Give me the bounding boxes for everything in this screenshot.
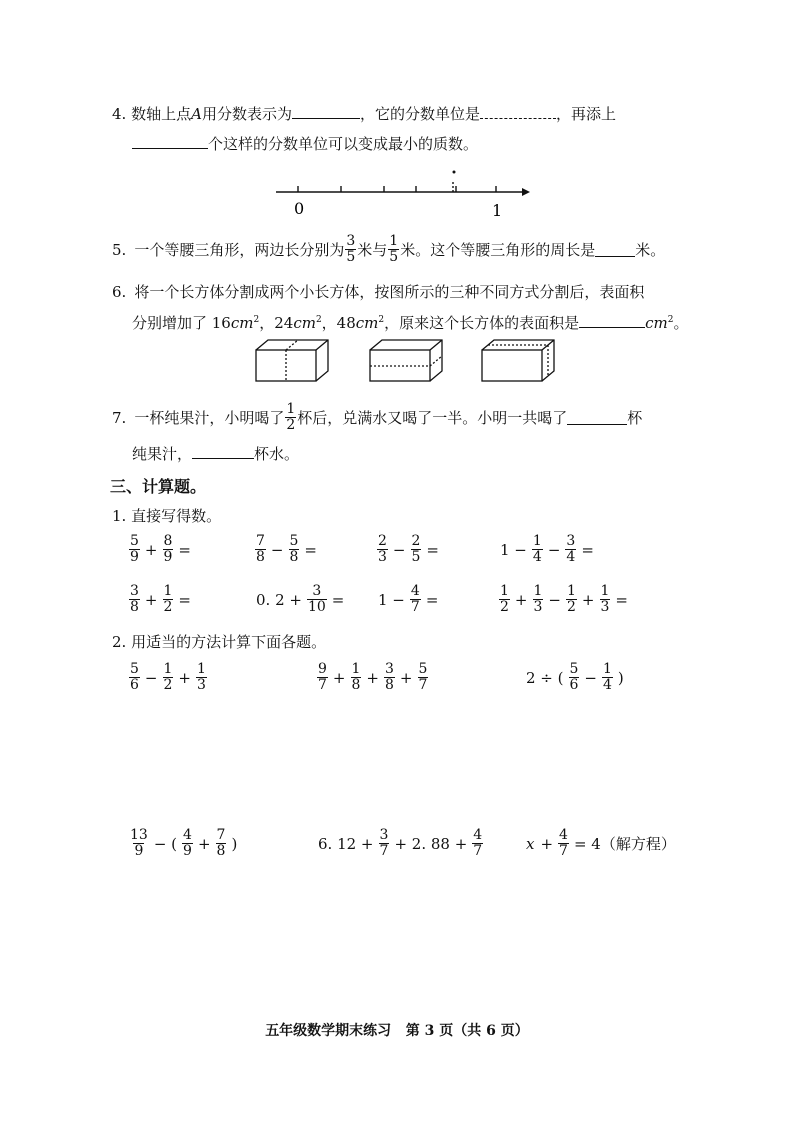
q4-text-line2: 个这样的分数单位可以变成最小的质数。 <box>208 135 479 153</box>
q6-text-a: 分别增加了 16 <box>132 314 231 332</box>
point-a-mark <box>453 171 456 174</box>
q6-text-d: ，原来这个长方体的表面积是 <box>384 314 580 332</box>
q6-power-3: 2 <box>378 315 385 325</box>
method-expr-1: $\frac{5}{6}$ − $\frac{1}{2}$ + $\frac{1}{3}$ <box>130 661 206 693</box>
q5 <box>112 234 665 265</box>
q7-text-line2a: 纯果汁， <box>132 445 193 463</box>
page-footer: 五年级数学期末练习 第 3 页（共 6 页） <box>265 1023 529 1039</box>
q4-point-label: A <box>191 105 202 123</box>
q5-fraction-1: $\frac{3}{5}$ <box>346 233 356 265</box>
q4-text-a: 数轴上点 <box>131 105 192 123</box>
q7-line2 <box>132 444 299 464</box>
section-3-part-1: 1. 直接写得数。 <box>112 507 222 525</box>
q5-text-d: 米。 <box>635 240 666 259</box>
cuboid-2-horizontal-cut <box>370 340 442 381</box>
q6-text-b: ，24 <box>259 314 294 332</box>
q6-text-line1: 将一个长方体分割成两个小长方体，按图所示的三种不同方式分割后，表面积 <box>134 283 645 301</box>
q6-line1 <box>112 282 644 302</box>
method-expr-4: $\frac{13}{9}$ − ( $\frac{4}{9}$ + $\frac{7}{8}$ ) <box>130 827 238 859</box>
q4-blank-count[interactable] <box>132 134 208 149</box>
q6-unit-3: cm <box>355 314 379 332</box>
q4-blank-fraction[interactable] <box>292 104 360 119</box>
q7-blank-juice[interactable] <box>567 410 627 425</box>
axis-label-0: 0 <box>294 199 305 218</box>
q7-text-line2b: 杯水。 <box>254 445 300 463</box>
q7-fraction: $\frac{1}{2}$ <box>286 401 296 433</box>
q6-unit-2: cm <box>293 314 316 332</box>
q7-text-a: 一杯纯果汁，小明喝了 <box>134 408 285 427</box>
q7-number: 7. <box>112 408 127 427</box>
q4-line2 <box>132 134 478 154</box>
q5-number: 5. <box>112 240 127 259</box>
q5-text-b: 米与 <box>357 240 388 259</box>
section-3-part-2: 2. 用适当的方法计算下面各题。 <box>112 633 327 651</box>
direct-expr-8: $\frac{1}{2}$ + $\frac{1}{3}$ − $\frac{1}{2}$ + $\frac{1}{3}$ = <box>500 583 628 615</box>
q6-unit-1: cm <box>230 314 254 332</box>
q4-text-d: ，再添上 <box>555 105 616 123</box>
q6-power-2: 2 <box>315 315 322 325</box>
q5-blank-perimeter[interactable] <box>595 242 635 257</box>
q7-text-b: 杯后，兑满水又喝了一半。小明一共喝了 <box>297 408 568 427</box>
method-expr-3: 2 ÷ ( $\frac{5}{6}$ − $\frac{1}{4}$ ) <box>526 661 624 693</box>
q6-text-end: 。 <box>673 314 689 332</box>
q6-line2 <box>132 310 689 333</box>
method-expr-2: $\frac{9}{7}$ + $\frac{1}{8}$ + $\frac{3}{8}$ + $\frac{5}{7}$ <box>318 661 428 693</box>
q7-text-c: 杯 <box>627 408 643 427</box>
q6-number: 6. <box>112 283 127 301</box>
q5-fraction-2: $\frac{1}{5}$ <box>389 233 399 265</box>
q6-power-1: 2 <box>253 315 260 325</box>
q6-text-c: ，48 <box>321 314 356 332</box>
direct-expr-6: 0. 2 + $\frac{3}{10}$ = <box>256 583 345 615</box>
cuboid-1-vertical-cut <box>256 340 328 381</box>
q6-blank-area[interactable] <box>579 313 645 328</box>
cuboid-figures <box>250 336 560 386</box>
q4-text-b: 用分数表示为 <box>201 105 292 123</box>
direct-expr-7: 1 − $\frac{4}{7}$ = <box>378 583 439 615</box>
q4-text-c: ，它的分数单位是 <box>359 105 480 123</box>
method-expr-5: 6. 12 + $\frac{3}{7}$ + 2. 88 + $\frac{4}{7}$ <box>318 827 483 859</box>
cuboid-3-front-cut <box>482 340 554 381</box>
section-3-title: 三、计算题。 <box>110 477 207 496</box>
q6-power-4: 2 <box>667 315 674 325</box>
q6-unit-4: cm <box>645 314 668 332</box>
number-line <box>270 168 532 220</box>
q7-blank-water[interactable] <box>192 444 254 459</box>
q4-number: 4. <box>112 105 127 123</box>
axis-label-1: 1 <box>492 201 503 220</box>
method-expr-6: x + $\frac{4}{7}$ = 4（解方程） <box>526 827 676 859</box>
q5-text-c: 米。这个等腰三角形的周长是 <box>400 240 596 259</box>
direct-expr-3: $\frac{2}{3}$ − $\frac{2}{5}$ = <box>378 533 439 565</box>
q5-text-a: 一个等腰三角形，两边长分别为 <box>134 240 345 259</box>
q4-blank-unit[interactable] <box>480 104 556 119</box>
q4-line1 <box>112 104 616 124</box>
direct-expr-5: $\frac{3}{8}$ + $\frac{1}{2}$ = <box>130 583 191 615</box>
direct-expr-2: $\frac{7}{8}$ − $\frac{5}{8}$ = <box>256 533 317 565</box>
q7-line1 <box>112 402 642 433</box>
direct-expr-4: 1 − $\frac{1}{4}$ − $\frac{3}{4}$ = <box>500 533 594 565</box>
number-line-arrow <box>522 188 530 196</box>
direct-expr-1: $\frac{5}{9}$ + $\frac{8}{9}$ = <box>130 533 191 565</box>
